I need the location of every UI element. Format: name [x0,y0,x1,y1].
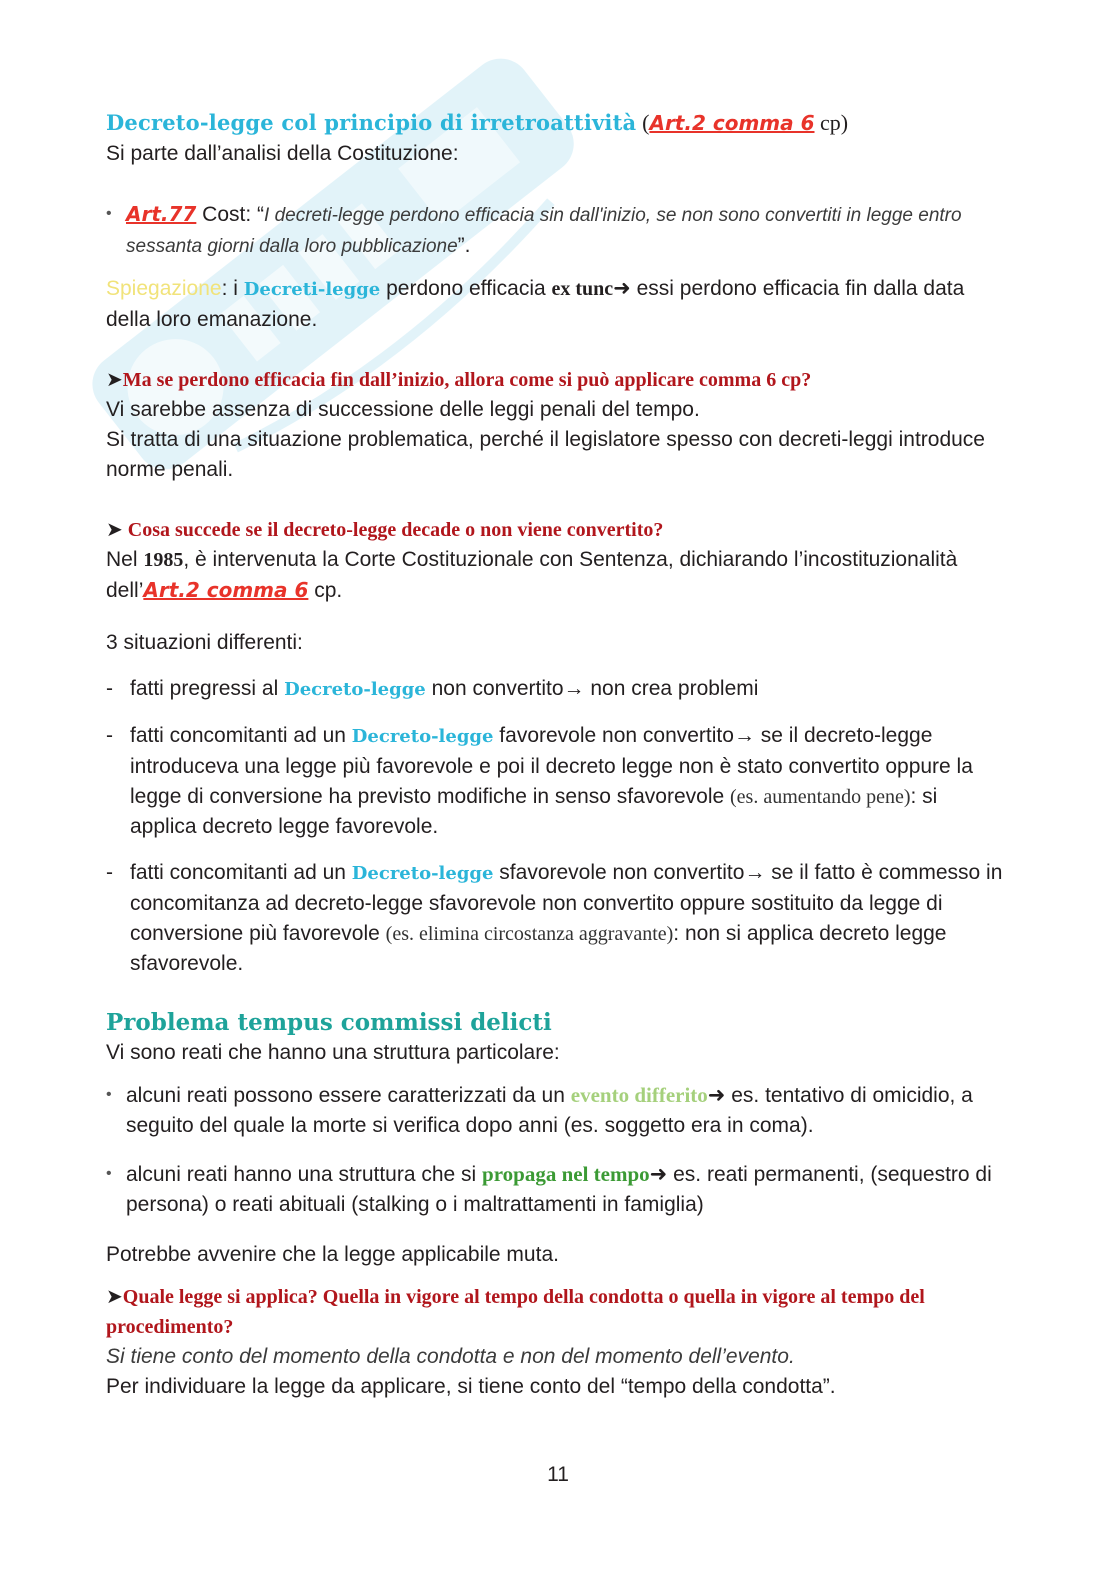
situation-text: fatti concomitanti ad un [130,861,352,884]
explanation-text: essi perdono efficacia fin dalla data della loro emanazione. [106,277,965,331]
paragraph-line: Si tratta di una situazione problematica, perché il legislatore spesso con decreti-leggi introduce norme penali. [106,428,985,481]
list-item [106,1080,1006,1141]
question-text: Quale legge si applica? Quella in vigore al tempo della condotta o quella in vigore al tempo del procedimento? [106,1286,925,1338]
dash-marker: - [106,677,113,700]
situations-intro: 3 situazioni differenti: [106,631,303,654]
dash-marker: - [106,724,113,747]
question-text: Cosa succede se il decreto-legge decade o non viene convertito? [122,519,664,541]
explanation-text: perdono efficacia [380,277,552,300]
title-paren-close: cp) [814,110,849,135]
arrow-icon: ➜ [707,1084,726,1107]
keyword: propaga nel tempo [482,1162,650,1186]
paragraph-text: cp. [308,579,343,602]
situation-text: : si applica decreto legge favorevole. [130,785,938,838]
keyword: evento differito [570,1083,708,1107]
keyword: Decreto-legge [351,863,494,884]
article-link[interactable]: Art.77 [126,202,197,226]
explanation-text: : i [221,277,244,300]
paragraph-text: , è intervenuta la Corte Costituzionale con Sentenza, dichiarando l’incostituzionalità dell’ [106,548,958,602]
arrowhead-icon: ➤ [106,1286,123,1308]
bullet-text: Cost: “ [196,203,265,226]
section-title: Decreto-legge col principio di irretroattività [106,110,637,135]
year: 1985 [143,549,184,571]
keyword: Decreto-legge [284,679,426,700]
italic-note: Si tiene conto del momento della condotta e non del momento dell’evento. [106,1345,795,1368]
situation-item [106,858,1006,979]
situation-item [106,721,1006,842]
situation-text: fatti pregressi al [130,677,285,700]
situation-item [106,674,1006,705]
situation-text: favorevole non convertito→ se il decreto-legge introduceva una legge più favorevole e poi il decreto legge non è stato convertito oppure la legge di conversione ha previsto modifiche in senso sfavorevole [130,724,973,808]
paragraph-line: Potrebbe avvenire che la legge applicabile muta. [106,1243,559,1266]
bullet-text: es. reati permanenti, (sequestro di persona) o reati abituali (stalking o i maltrattamenti in famiglia) [126,1163,992,1216]
arrow-icon: ➜ [649,1163,668,1186]
dash-marker: - [106,861,113,884]
bullet-text: alcuni reati hanno una struttura che si [126,1163,483,1186]
paragraph-line: Per individuare la legge da applicare, si tiene conto del “tempo della condotta”. [106,1375,836,1398]
example-note: (es. elimina circostanza aggravante) [385,923,674,945]
list-item [106,199,1006,262]
keyword: Decreti-legge [243,279,381,300]
intro-text: Si parte dall’analisi della Costituzione: [106,142,459,165]
bullet-text: es. tentativo di omicidio, a seguito del quale la morte si verifica dopo anni (es. soggetto era in coma). [126,1084,973,1137]
question-heading [106,1282,1006,1342]
example-note: (es. aumentando pene) [730,786,911,808]
situation-text: sfavorevole non convertito→ se il fatto è commesso in concomitanza ad decreto-legge sfavorevole non convertito oppure sostituito da legge di conversione più favorevole [130,861,1003,945]
arrow-icon: ➜ [613,277,631,300]
arrowhead-icon: ➤ [106,369,123,391]
page-number: 11 [547,1463,569,1486]
highlight-label: Spiegazione [106,277,222,300]
bullet-text: alcuni reati possono essere caratterizzati da un [126,1084,571,1107]
article-link[interactable]: Art.2 comma 6 [649,111,815,135]
situation-text: fatti concomitanti ad un [130,724,352,747]
question-heading [106,515,1006,545]
question-text: Ma se perdono efficacia fin dall’inizio, allora come si può applicare comma 6 cp? [122,369,812,391]
page-content [106,104,1006,1402]
situation-text: : non si applica decreto legge sfavorevole. [130,922,947,975]
intro-text: Vi sono reati che hanno una struttura particolare: [106,1041,560,1064]
question-heading [106,365,1006,395]
list-item [106,1159,1006,1220]
paragraph-line: Vi sarebbe assenza di successione delle leggi penali del tempo. [106,398,700,421]
latin-term: ex tunc [551,278,614,300]
title-paren-open: ( [642,110,650,135]
article-link[interactable]: Art.2 comma 6 [143,578,309,602]
section-title: Problema tempus commissi delicti [106,1009,552,1036]
paragraph-text: Nel [106,548,144,571]
quote-text: I decreti-legge perdono efficacia sin dall'inizio, se non sono convertiti in legge entro sessanta giorni dalla loro pubblicazione [126,205,962,257]
bullet-text-end: ”. [457,234,471,257]
section-heading [106,1009,1006,1038]
keyword: Decreto-legge [351,726,494,747]
situation-text: non convertito→ non crea problemi [425,677,759,700]
explanation-paragraph [106,274,1006,335]
arrowhead-icon: ➤ [106,519,123,541]
paragraph [106,545,1006,606]
section-heading [106,108,1006,139]
